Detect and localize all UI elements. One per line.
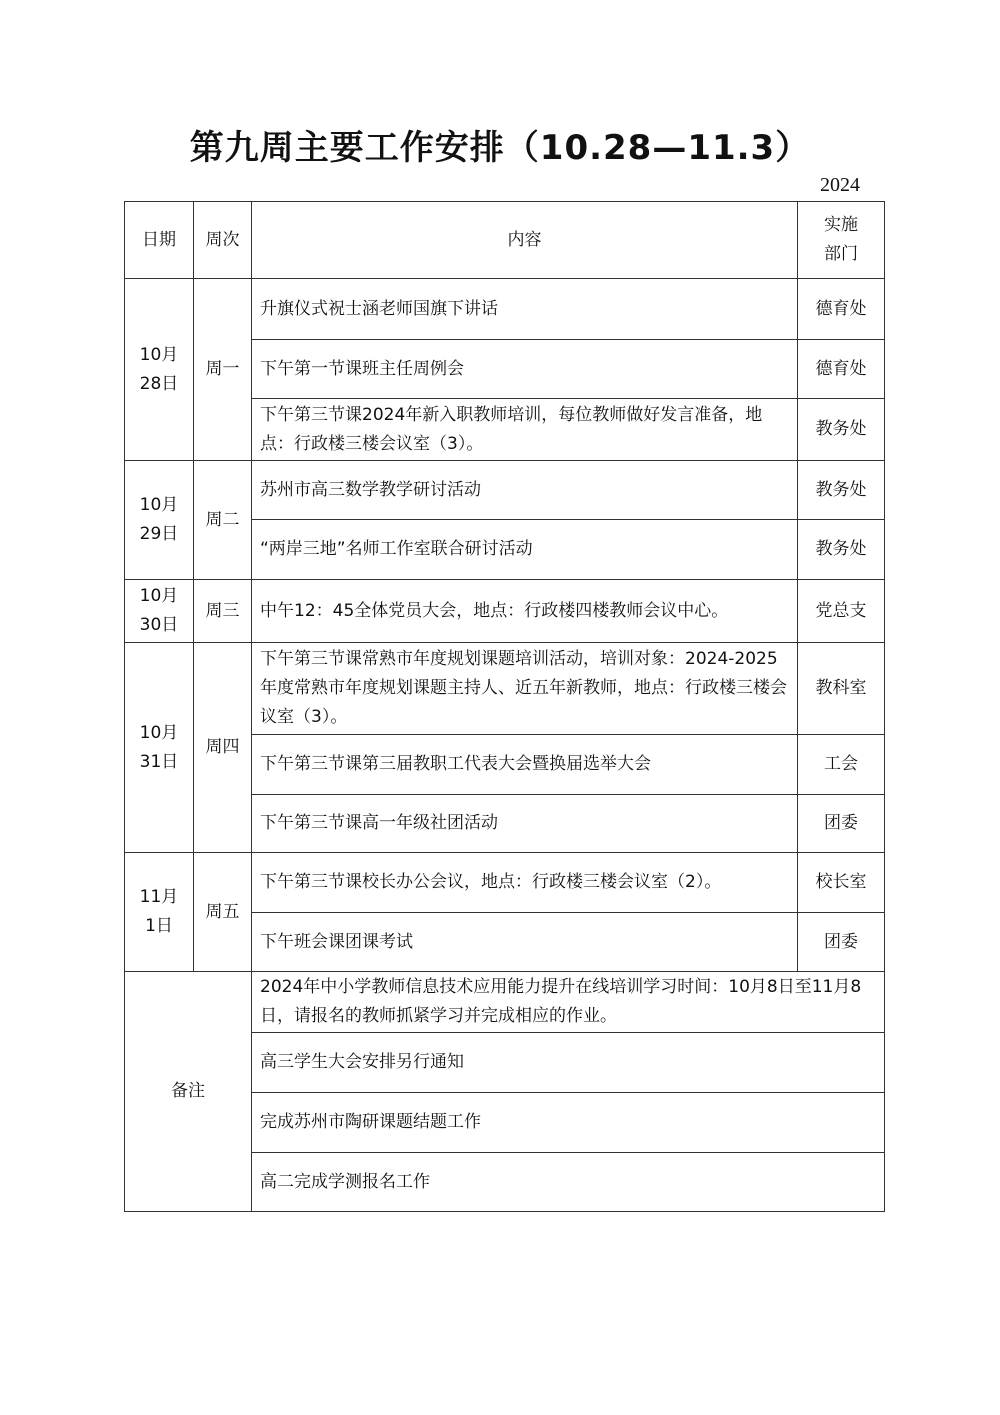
note-cell: 2024年中小学教师信息技术应用能力提升在线培训学习时间：10月8日至11月8日，请报名的教师抓紧学习并完成相应的作业。: [252, 972, 885, 1033]
header-week: 周次: [194, 202, 252, 279]
dept-cell: 教务处: [798, 520, 885, 580]
date-month: 10月: [139, 586, 179, 606]
dept-cell: 教务处: [798, 461, 885, 520]
header-date: 日期: [125, 202, 194, 279]
table-header-row: [125, 202, 885, 279]
week-cell: 周三: [194, 580, 252, 643]
year-label: 2024: [820, 174, 860, 196]
week-cell: 周四: [194, 643, 252, 853]
date-day: 31日: [139, 751, 179, 772]
date-day: 30日: [139, 615, 179, 635]
table-row: [125, 643, 885, 735]
table-row: [125, 972, 885, 1033]
table-row: [125, 580, 885, 643]
week-cell: 周二: [194, 461, 252, 580]
date-month: 10月: [139, 495, 179, 515]
date-day: 29日: [139, 524, 179, 544]
page-title: 第九周主要工作安排（10.28—11.3）: [189, 128, 811, 168]
date-day: 1日: [145, 916, 173, 936]
date-month: 10月: [139, 722, 179, 743]
date-cell: [125, 279, 194, 461]
content-cell: 下午第一节课班主任周例会: [252, 340, 798, 399]
content-cell: 升旗仪式祝士涵老师国旗下讲话: [252, 279, 798, 340]
date-day: 28日: [139, 373, 179, 394]
content-cell: 下午第三节课2024年新入职教师培训，每位教师做好发言准备，地点：行政楼三楼会议室（3）。: [252, 399, 798, 461]
date-month: 10月: [139, 344, 179, 365]
dept-cell: 团委: [798, 795, 885, 853]
table-row: [125, 461, 885, 520]
content-cell: 下午第三节课校长办公会议，地点：行政楼三楼会议室（2）。: [252, 853, 798, 913]
content-cell: 苏州市高三数学教学研讨活动: [252, 461, 798, 520]
header-dept-line1: 实施: [824, 215, 858, 235]
date-month: 11月: [139, 887, 179, 907]
content-cell: 下午班会课团课考试: [252, 913, 798, 972]
header-dept: [798, 202, 885, 279]
week-cell: 周五: [194, 853, 252, 972]
note-cell: 高二完成学测报名工作: [252, 1153, 885, 1212]
note-cell: 完成苏州市陶研课题结题工作: [252, 1093, 885, 1153]
week-cell: 周一: [194, 279, 252, 461]
dept-cell: 党总支: [798, 580, 885, 643]
note-cell: 高三学生大会安排另行通知: [252, 1033, 885, 1093]
dept-cell: 校长室: [798, 853, 885, 913]
table-row: [125, 279, 885, 340]
content-cell: “两岸三地”名师工作室联合研讨活动: [252, 520, 798, 580]
header-content: 内容: [252, 202, 798, 279]
header-dept-line2: 部门: [824, 244, 858, 264]
schedule-table: [124, 201, 885, 1212]
notes-label-cell: 备注: [125, 972, 252, 1212]
dept-cell: 教务处: [798, 399, 885, 461]
dept-cell: 德育处: [798, 279, 885, 340]
date-cell: [125, 580, 194, 643]
content-cell: 中午12：45全体党员大会，地点：行政楼四楼教师会议中心。: [252, 580, 798, 643]
dept-cell: 教科室: [798, 643, 885, 735]
date-cell: [125, 461, 194, 580]
dept-cell: 团委: [798, 913, 885, 972]
date-cell: [125, 853, 194, 972]
content-cell: 下午第三节课高一年级社团活动: [252, 795, 798, 853]
date-cell: [125, 643, 194, 853]
content-cell: 下午第三节课常熟市年度规划课题培训活动，培训对象：2024-2025年度常熟市年度规划课题主持人、近五年新教师，地点：行政楼三楼会议室（3）。: [252, 643, 798, 735]
dept-cell: 工会: [798, 735, 885, 795]
table-row: [125, 853, 885, 913]
dept-cell: 德育处: [798, 340, 885, 399]
content-cell: 下午第三节课第三届教职工代表大会暨换届选举大会: [252, 735, 798, 795]
